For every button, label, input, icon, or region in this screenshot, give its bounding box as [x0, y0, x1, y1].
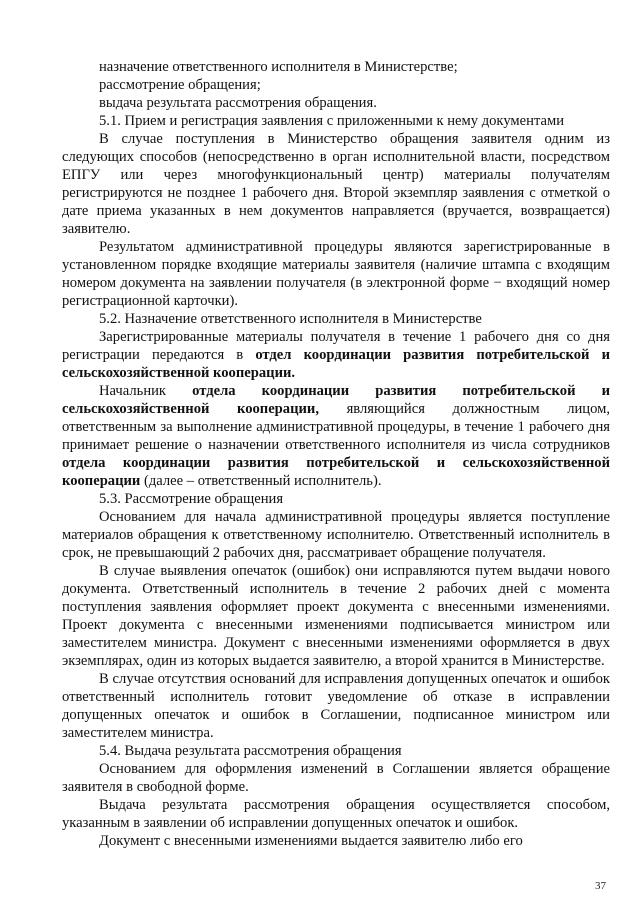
- text-chunk: являющийся должностным лицом, ответственным за выполнение административной процедуры, в течение 1 рабочего дня принимает решение о назначении ответственного исполнителя из числа сотрудников: [62, 401, 610, 453]
- section-heading-5-1: 5.1. Прием и регистрация заявления с приложенными к нему документами: [99, 113, 565, 129]
- list-line-review: рассмотрение обращения;: [99, 77, 261, 93]
- page-number: 37: [595, 880, 606, 892]
- paragraph-transfer: [62, 328, 610, 382]
- department-name-bold: отдела координации развития потребительской и сельскохозяйственной кооперации,: [62, 383, 610, 417]
- paragraph-delivery-method: Выдача результата рассмотрения обращения осуществляется способом, указанным в заявлении об исправлении допущенных опечаток и ошибок.: [62, 797, 610, 831]
- department-name-bold: отдела координации развития потребительской и сельскохозяйственной кооперации: [62, 455, 610, 489]
- paragraph-typos-correction: В случае выявления опечаток (ошибок) они исправляются путем выдачи нового документа. Ответственный исполнитель в течение 2 рабочих дней с момента поступления заявления оформляет проект документа с внесенными изменениями. Проект документа с внесенными изменениями подписывается министром или заместителем министра. Документ с внесенными изменениями оформляется в двух экземплярах, один из которых выдается заявителю, а второй хранится в Министерстве.: [62, 563, 610, 669]
- section-heading-5-3: 5.3. Рассмотрение обращения: [99, 491, 284, 507]
- paragraph-result-registration: Результатом административной процедуры являются зарегистрированные в установленном порядке входящие материалы заявителя (наличие штампа с входящим номером документа на заявлении получателя (в электронной форме − входящий номер регистрационной карточки).: [62, 239, 610, 309]
- paragraph-basis-changes: Основанием для оформления изменений в Соглашении является обращение заявителя в свободной форме.: [62, 761, 610, 795]
- section-heading-5-2: 5.2. Назначение ответственного исполнителя в Министерстве: [99, 311, 482, 327]
- list-line-issue: выдача результата рассмотрения обращения.: [99, 95, 377, 111]
- department-name-bold: отдел координации развития потребительской и сельскохозяйственной кооперации.: [62, 347, 610, 381]
- section-heading-5-4: 5.4. Выдача результата рассмотрения обращения: [99, 743, 402, 759]
- paragraph-document-issued: Документ с внесенными изменениями выдается заявителю либо его: [99, 833, 523, 849]
- paragraph-receipt: В случае поступления в Министерство обращения заявителя одним из следующих способов (непосредственно в орган исполнительной власти, посредством ЕПГУ или через многофункциональный центр) материалы получателям регистрируются не позднее 1 рабочего дня. Второй экземпляр заявления с отметкой о дате приема указанных в нем документов направляется (вручается, возвращается) заявителю.: [62, 131, 610, 237]
- list-line-appoint: назначение ответственного исполнителя в Министерстве;: [99, 59, 458, 75]
- text-chunk: Начальник: [99, 383, 193, 399]
- text-chunk: (далее – ответственный исполнитель).: [140, 473, 382, 489]
- paragraph-transfer-text: Зарегистрированные материалы получателя в течение 1 рабочего дня со дня регистрации передаются в: [62, 329, 610, 363]
- paragraph-basis-review: Основанием для начала административной процедуры является поступление материалов обращения к ответственному исполнителю. Ответственный исполнитель в срок, не превышающий 2 рабочих дня, рассматривает обращение получателя.: [62, 509, 610, 561]
- paragraph-refusal: В случае отсутствия оснований для исправления допущенных опечаток и ошибок ответственный исполнитель готовит уведомление об отказе в исправлении допущенных опечаток и ошибок в Соглашении, подписанное министром или заместителем министра.: [62, 671, 610, 741]
- document-body: [62, 58, 610, 850]
- paragraph-head-of-department: [62, 382, 610, 490]
